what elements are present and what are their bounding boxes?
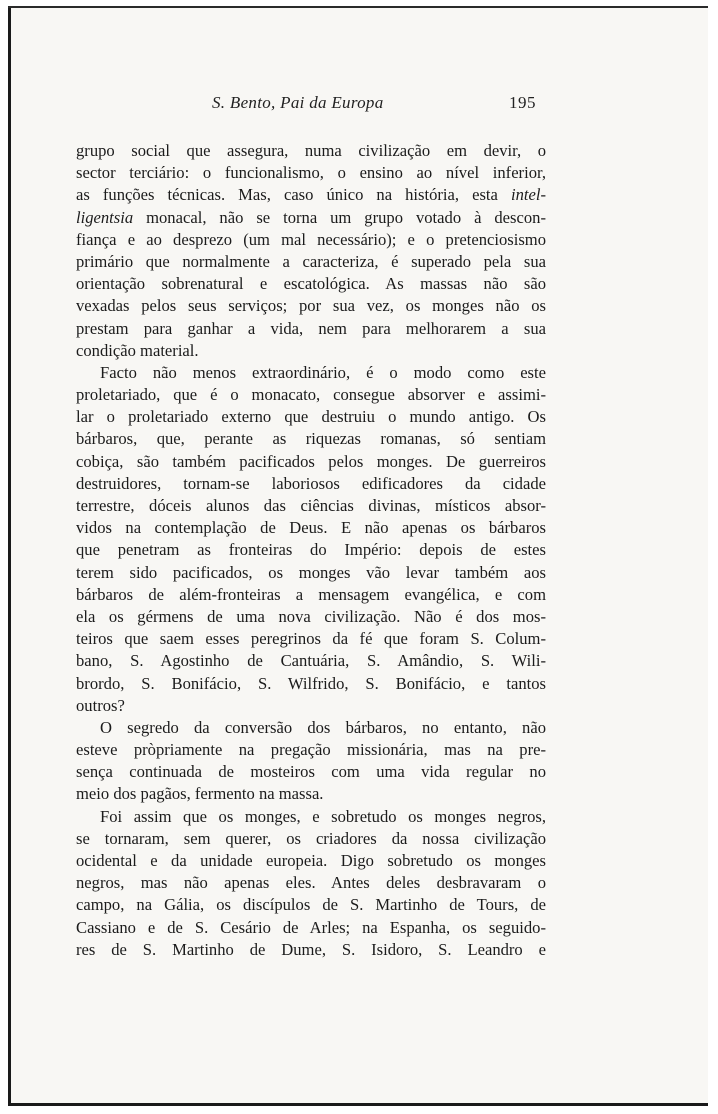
- text-line: res de S. Martinho de Dume, S. Isidoro, S. Leandro e: [76, 939, 546, 959]
- text-line: O segredo da conversão dos bárbaros, no entanto, não: [100, 717, 546, 737]
- text-line: ela os gérmens de uma nova civilização. Não é dos mos-: [76, 606, 546, 626]
- text-line: bárbaros, que, perante as riquezas romanas, só sentiam: [76, 429, 546, 449]
- text-line: prestam para ganhar a vida, nem para melhorarem a sua: [76, 318, 546, 338]
- text-line: vexadas pelos seus serviços; por sua vez, os monges não os: [76, 296, 546, 316]
- page-number: 195: [509, 93, 536, 112]
- text-line: Facto não menos extraordinário, é o modo como este: [100, 362, 546, 382]
- text-line: se tornaram, sem querer, os criadores da nossa civilização: [76, 828, 546, 848]
- text-line: meio dos pagãos, fermento na massa.: [76, 784, 324, 804]
- text-line: cobiça, são também pacificados pelos monges. De guerreiros: [76, 451, 546, 471]
- text-line: primário que normalmente a caracteriza, é superado pela sua: [76, 251, 546, 271]
- text-line: destruidores, tornam-se laboriosos edificadores da cidade: [76, 473, 546, 493]
- text-line: lar o proletariado externo que destruiu o mundo antigo. Os: [76, 407, 546, 427]
- text-line: bárbaros de além-fronteiras a mensagem evangélica, e com: [76, 584, 546, 604]
- italic-term: ligentsia: [76, 207, 134, 227]
- text-line: brordo, S. Bonifácio, S. Wilfrido, S. Bonifácio, e tantos: [76, 673, 546, 693]
- text-line: terrestre, dóceis alunos das ciências divinas, místicos absor-: [76, 496, 546, 515]
- text-line: outros?: [76, 695, 125, 715]
- text-line: proletariado, que é o monacato, consegue absorver e assimi-: [76, 385, 546, 405]
- text-line: orientação sobrenatural e escatológica. As massas não são: [76, 274, 546, 294]
- text-line: esteve pròpriamente na pregação missionária, mas na pre-: [76, 740, 546, 760]
- text-line: bano, S. Agostinho de Cantuária, S. Amândio, S. Wili-: [76, 651, 546, 671]
- text-fragment: monacal, não se torna um grupo votado à descon-: [133, 207, 546, 227]
- text-line: sença continuada de mosteiros com uma vida regular no: [76, 762, 546, 782]
- text-line: [76, 184, 546, 206]
- text-line: grupo social que assegura, numa civilização em devir, o: [76, 141, 546, 160]
- italic-term: intel-: [510, 185, 546, 205]
- text-line: fiança e ao desprezo (um mal necessário); e o pretenciosismo: [76, 229, 546, 249]
- text-line: Cassiano e de S. Cesário de Arles; na Espanha, os seguido-: [76, 917, 546, 937]
- text-line: sector terciário: o funcionalismo, o ensino ao nível inferior,: [76, 163, 546, 183]
- text-line: condição material.: [76, 340, 199, 360]
- text-line: negros, mas não apenas eles. Antes deles desbravaram o: [76, 873, 546, 893]
- text-line: Foi assim que os monges, e sobretudo os monges negros,: [100, 806, 546, 826]
- body-text: [76, 140, 546, 961]
- text-line: campo, na Gália, os discípulos de S. Martinho de Tours, de: [76, 895, 546, 915]
- text-line: vidos na contemplação de Deus. E não apenas os bárbaros: [76, 518, 546, 538]
- text-line: ocidental e da unidade europeia. Digo sobretudo os monges: [76, 851, 546, 870]
- text-line: [76, 207, 546, 229]
- text-line: teiros que saem esses peregrinos da fé que foram S. Colum-: [76, 629, 546, 649]
- running-title: S. Bento, Pai da Europa: [212, 93, 384, 112]
- text-line: terem sido pacificados, os monges vão levar também aos: [76, 562, 546, 582]
- text-line: que penetram as fronteiras do Império: depois de estes: [76, 540, 546, 560]
- text-fragment: as funções técnicas. Mas, caso único na história, esta: [76, 185, 511, 205]
